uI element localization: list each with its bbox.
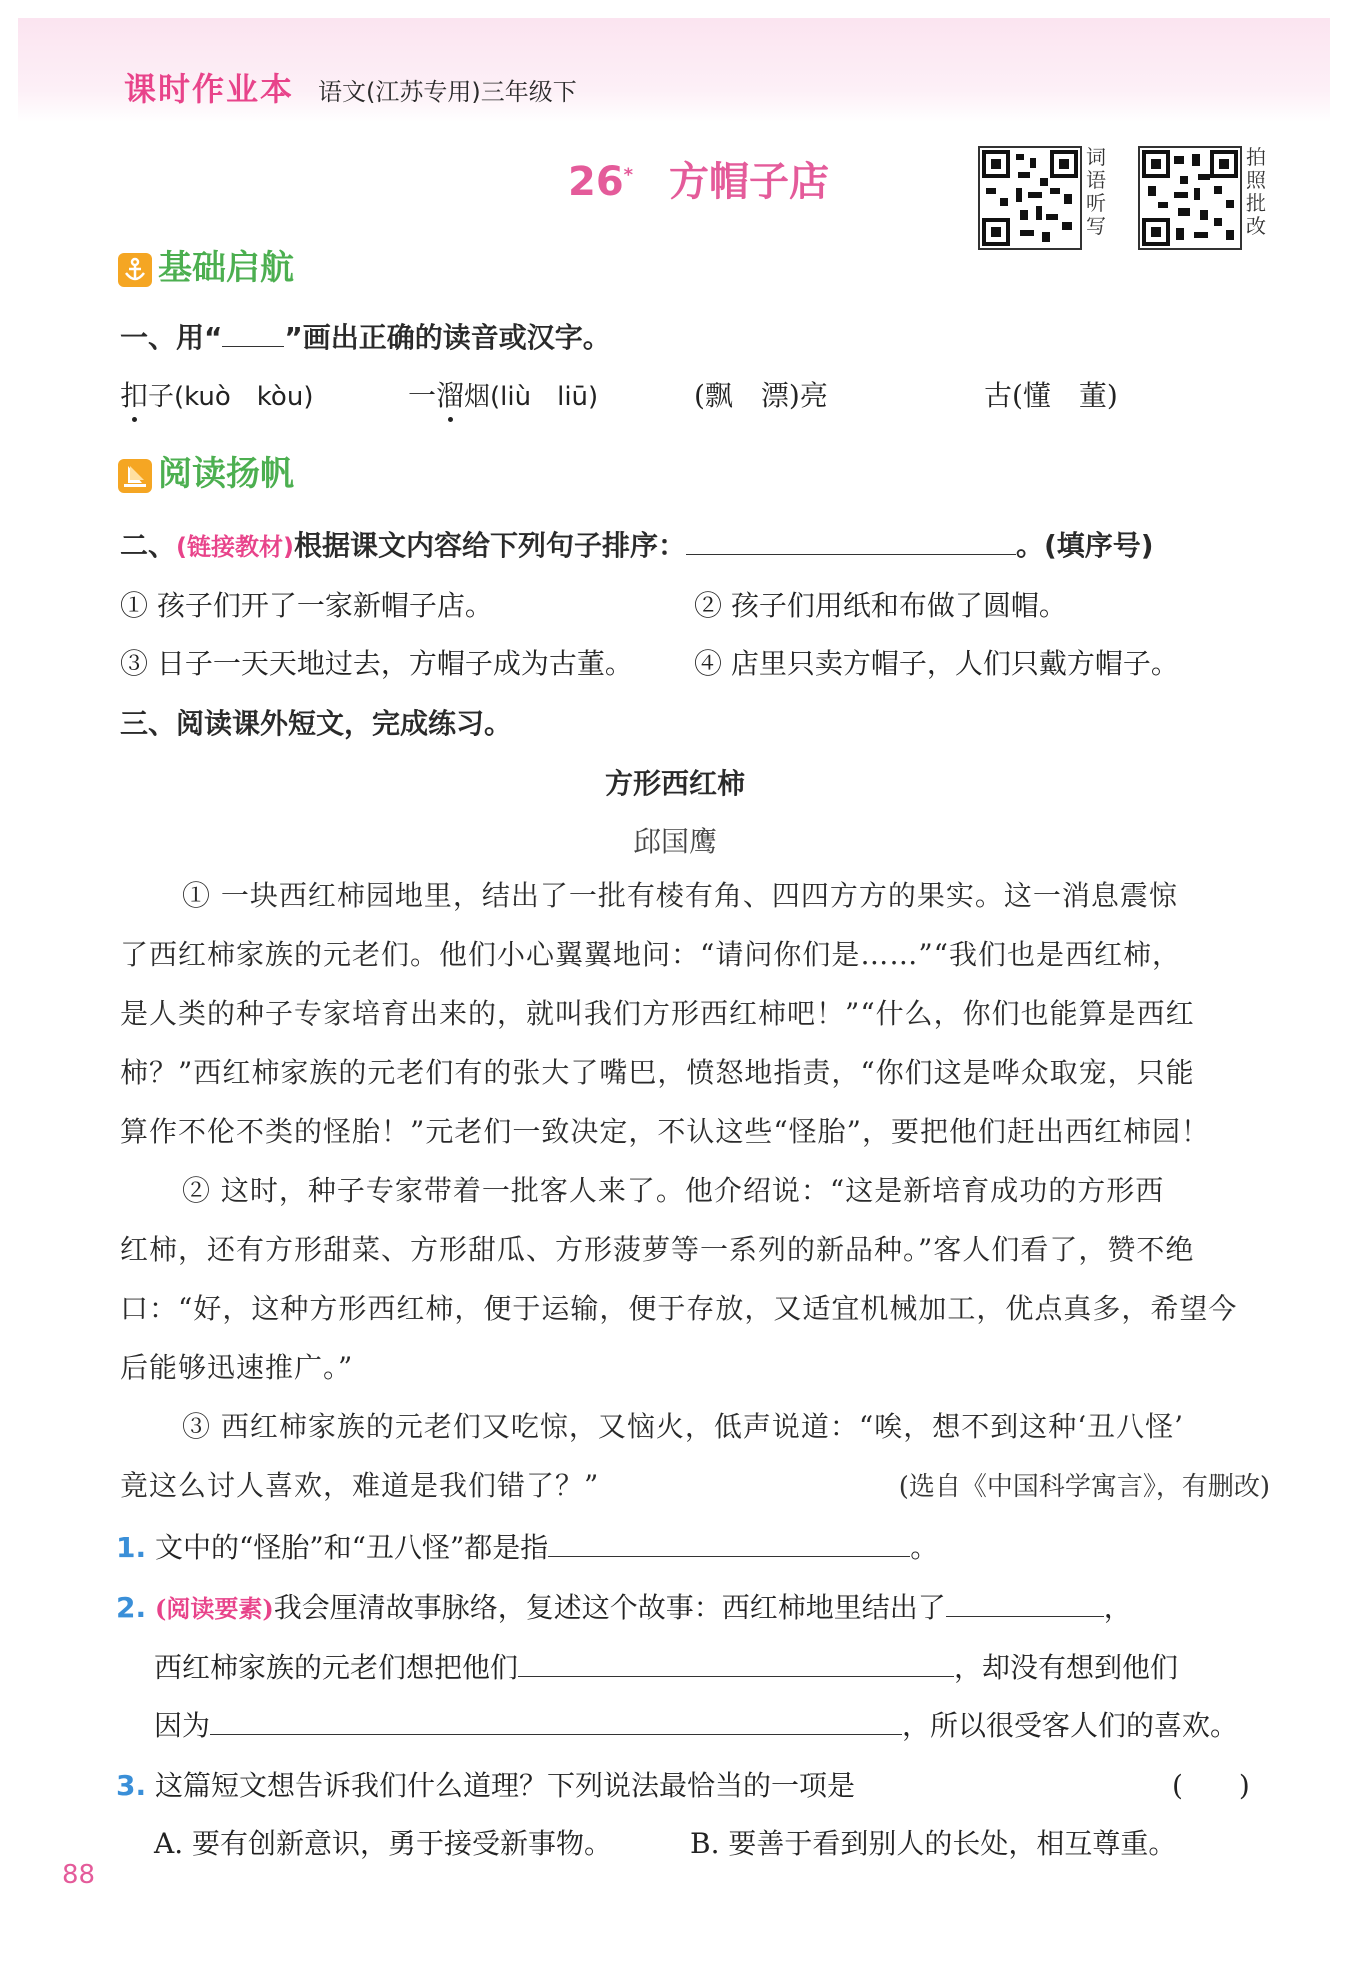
q3-prompt: 三、阅读课外短文，完成练习。 xyxy=(120,707,513,740)
question-2-blank-1[interactable] xyxy=(946,1590,1104,1617)
question-1-end: 。 xyxy=(910,1531,939,1564)
q1-underline-sample xyxy=(222,326,284,347)
question-2-line-3 xyxy=(154,1704,1238,1744)
q2-sentence-1: ① 孩子们开了一家新帽子店。 xyxy=(120,589,493,622)
page-number: 88 xyxy=(62,1860,96,1890)
question-3-number: 3. xyxy=(116,1769,147,1802)
q1-item1-char: 扣 xyxy=(120,379,149,412)
q2-sentence-2: ② 孩子们用纸和布做了圆帽。 xyxy=(694,589,1067,622)
story-author-text: 邱国鹰 xyxy=(632,825,717,858)
question-3-text: 这篇短文想告诉我们什么道理？下列说法最恰当的一项是 xyxy=(155,1769,856,1802)
q1-item2-pre: 一 xyxy=(408,379,437,412)
story-line: ③ 西红柿家族的元老们又吃惊，又恼火，低声说道：“唉，想不到这种‘丑八怪’ xyxy=(182,1410,1185,1443)
story-author xyxy=(0,820,1350,860)
section-reading xyxy=(118,446,294,495)
lesson-star: * xyxy=(623,164,634,186)
lesson-number: 26 xyxy=(568,159,624,205)
story-line: 柿？”西红柿家族的元老们有的张大了嘴巴，愤怒地指责，“你们这是哗众取宠，只能 xyxy=(120,1056,1195,1089)
question-3-option-b[interactable]: B. 要善于看到别人的长处，相互尊重。 xyxy=(690,1827,1177,1860)
question-1-text: 文中的“怪胎”和“丑八怪”都是指 xyxy=(155,1531,549,1564)
question-1-number: 1. xyxy=(116,1531,147,1564)
q1-item-2 xyxy=(408,374,598,414)
question-2-line2-end: ，却没有想到他们 xyxy=(954,1651,1179,1684)
question-2-line3-text: 因为 xyxy=(154,1709,211,1742)
lesson-name: 方帽子店 xyxy=(669,159,830,205)
story-line: 是人类的种子专家培育出来的，就叫我们方形西红柿吧！”“什么，你们也能算是西红 xyxy=(120,997,1195,1030)
qr-code-grading[interactable] xyxy=(1138,146,1242,250)
story-line: 算作不伦不类的怪胎！”元老们一致决定，不认这些“怪胎”，要把他们赶出西红柿园！ xyxy=(120,1115,1210,1148)
question-3-answer-paren[interactable]: ( ) xyxy=(1172,1769,1250,1802)
q1-item-3[interactable]: (飘 漂)亮 xyxy=(694,379,828,412)
anchor-icon xyxy=(118,253,152,287)
question-2-blank-3[interactable] xyxy=(210,1708,902,1735)
question-2-comma: ， xyxy=(1103,1591,1132,1624)
story-body xyxy=(120,866,1280,1515)
section-reading-label: 阅读扬帆 xyxy=(158,454,294,494)
qr-code-dictation[interactable] xyxy=(978,146,1082,250)
question-2-line2-text: 西红柿家族的元老们想把他们 xyxy=(154,1651,519,1684)
story-line: 口：“好，这种方形西红柿，便于运输，便于存放，又适宜机械加工，优点真多，希望今 xyxy=(120,1292,1238,1325)
q1-item1-options[interactable]: 子(kuò kòu) xyxy=(148,382,314,412)
q1-prompt xyxy=(120,316,611,356)
story-title xyxy=(0,762,1350,802)
q1-item-4[interactable]: 古(懂 董) xyxy=(984,379,1118,412)
q1-item2-char: 溜 xyxy=(436,379,465,412)
story-line: 了西红柿家族的元老们。他们小心翼翼地问：“请问你们是……”“我们也是西红柿， xyxy=(120,938,1181,971)
question-2-number: 2. xyxy=(116,1591,147,1624)
question-2 xyxy=(116,1586,1132,1626)
question-2-text: 我会厘清故事脉络，复述这个故事：西红柿地里结出了 xyxy=(273,1591,946,1624)
qr-label-grading: 拍照批改 xyxy=(1246,145,1266,238)
question-1-blank[interactable] xyxy=(548,1530,910,1557)
q2-sentence-3: ③ 日子一天天地过去，方帽子成为古董。 xyxy=(120,647,633,680)
brand-title: 课时作业本 xyxy=(124,70,295,108)
question-2-line3-end: ，所以很受客人们的喜欢。 xyxy=(902,1709,1239,1742)
lesson-title xyxy=(568,150,829,207)
q2-prefix: 二、 xyxy=(120,529,177,562)
story-line: ① 一块西红柿园地里，结出了一批有棱有角、四四方方的果实。这一消息震惊 xyxy=(182,879,1178,912)
q2-prompt xyxy=(120,524,1270,564)
question-2-blank-2[interactable] xyxy=(518,1650,954,1677)
q1-item2-options[interactable]: 烟(liù liū) xyxy=(464,382,599,412)
story-line: 红柿，还有方形甜菜、方形甜瓜、方形菠萝等一系列的新品种。”客人们看了，赞不绝 xyxy=(120,1233,1195,1266)
subject-label: 语文(江苏专用)三年级下 xyxy=(318,78,577,106)
q1-prompt-a: 一、用“ xyxy=(120,321,223,354)
section-basics-label: 基础启航 xyxy=(158,248,294,288)
q2-sentence-4: ④ 店里只卖方帽子，人们只戴方帽子。 xyxy=(694,647,1179,680)
q2-answer-blank[interactable] xyxy=(686,528,1016,555)
q2-suffix: 。(填序号) xyxy=(1015,529,1154,562)
q1-item-1 xyxy=(120,374,313,414)
story-line: ② 这时，种子专家带着一批客人来了。他介绍说：“这是新培育成功的方形西 xyxy=(182,1174,1165,1207)
question-3 xyxy=(116,1764,855,1804)
story-title-text: 方形西红柿 xyxy=(604,767,745,800)
story-line: 后能够迅速推广。” xyxy=(120,1351,354,1384)
q2-tag: (链接教材) xyxy=(176,533,294,561)
qr-label-dictation: 词语听写 xyxy=(1086,145,1106,238)
question-1 xyxy=(116,1526,938,1566)
question-2-tag: (阅读要素) xyxy=(155,1594,274,1623)
question-3-option-a[interactable]: A. 要有创新意识，勇于接受新事物。 xyxy=(154,1827,613,1860)
sail-icon xyxy=(118,459,152,493)
question-2-line-2 xyxy=(154,1646,1178,1686)
section-basics xyxy=(118,240,294,289)
q2-prompt-text: 根据课文内容给下列句子排序： xyxy=(293,529,686,562)
story-source: (选自《中国科学寓言》，有删改) xyxy=(898,1472,1270,1502)
story-line: 竟这么讨人喜欢，难道是我们错了？” xyxy=(120,1469,600,1502)
q1-prompt-b: ”画出正确的读音或汉字。 xyxy=(284,321,611,354)
